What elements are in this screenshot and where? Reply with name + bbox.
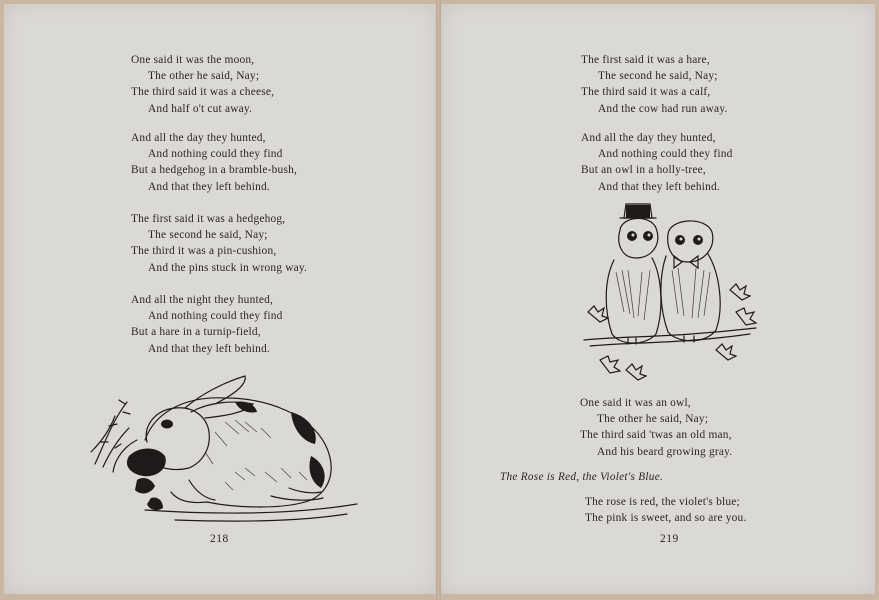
verse-line: And half o't cut away. bbox=[148, 102, 253, 115]
verse-line: The first said it was a hare, bbox=[581, 54, 710, 66]
verse-line: One said it was an owl, bbox=[580, 397, 691, 409]
verse-line: And the cow had run away. bbox=[598, 102, 728, 115]
verse-line: And his beard growing gray. bbox=[597, 445, 733, 458]
verse-line: The other he said, Nay; bbox=[597, 413, 709, 426]
verse-line: The third it was a pin-cushion, bbox=[131, 245, 277, 258]
verse-line: And that they left behind. bbox=[148, 180, 270, 193]
page-number-right: 219 bbox=[660, 533, 679, 545]
left-stanza-3 bbox=[131, 211, 307, 276]
verse-line: And all the night they hunted, bbox=[131, 294, 274, 306]
verse-line: And the pins stuck in wrong way. bbox=[148, 261, 308, 274]
verse-line: The rose is red, the violet's blue; bbox=[585, 496, 740, 508]
verse-line: And all the day they hunted, bbox=[581, 132, 716, 144]
left-stanza-2 bbox=[131, 130, 297, 195]
verse-line: But a hare in a turnip-field, bbox=[131, 326, 261, 339]
verse-line: The third said 'twas an old man, bbox=[580, 429, 732, 442]
left-stanza-4 bbox=[131, 292, 282, 357]
owls-illustration bbox=[580, 200, 762, 385]
verse-line: And nothing could they find bbox=[598, 148, 733, 161]
verse-line: But a hedgehog in a bramble-bush, bbox=[131, 164, 298, 177]
right-stanza-1 bbox=[581, 52, 728, 117]
verse-line: And all the day they hunted, bbox=[131, 132, 266, 144]
page-number-left: 218 bbox=[210, 533, 229, 545]
verse-line: The third said it was a cheese, bbox=[131, 86, 275, 99]
poem2-stanza bbox=[585, 494, 747, 526]
left-stanza-1 bbox=[131, 52, 274, 117]
verse-line: One said it was the moon, bbox=[131, 54, 255, 66]
verse-line: The first said it was a hedgehog, bbox=[131, 213, 286, 225]
verse-line: The second he said, Nay; bbox=[598, 70, 718, 83]
verse-line: But an owl in a holly-tree, bbox=[581, 164, 706, 177]
verse-line: And nothing could they find bbox=[148, 148, 283, 161]
right-stanza-3 bbox=[580, 395, 732, 460]
verse-line: The third said it was a calf, bbox=[581, 86, 711, 99]
right-stanza-2 bbox=[581, 130, 732, 195]
verse-line: The other he said, Nay; bbox=[148, 70, 260, 83]
verse-line: And nothing could they find bbox=[148, 310, 283, 323]
verse-line: And that they left behind. bbox=[598, 180, 720, 193]
verse-line: The pink is sweet, and so are you. bbox=[585, 512, 747, 525]
poem-title: The Rose is Red, the Violet's Blue. bbox=[500, 471, 664, 483]
rabbit-illustration bbox=[85, 372, 360, 524]
verse-line: The second he said, Nay; bbox=[148, 229, 268, 242]
verse-line: And that they left behind. bbox=[148, 342, 270, 355]
